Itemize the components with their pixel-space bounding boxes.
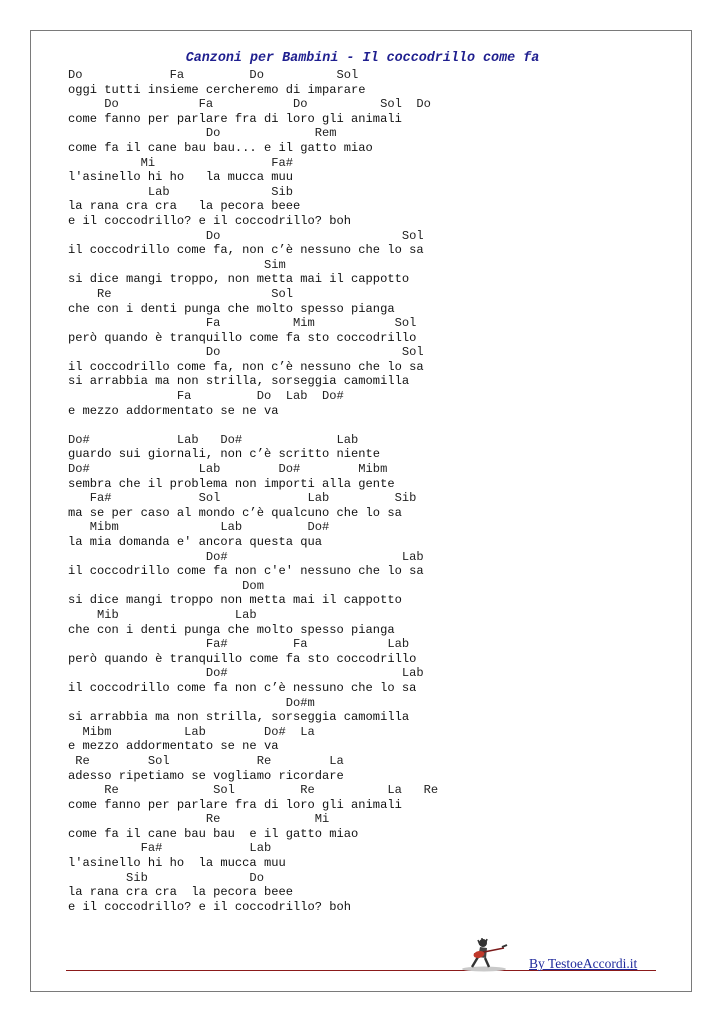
lyric-line: la mia domanda e' ancora questa qua — [68, 535, 323, 549]
chord-line: Do Fa Do Sol — [68, 68, 359, 82]
chord-line: Re Sol Re La Re — [68, 783, 439, 798]
chord-line: Lab Sib — [68, 184, 293, 199]
lyric-line: l'asinello hi ho la mucca muu — [68, 170, 293, 185]
chord-line: Do Fa Do Sol Do — [68, 97, 431, 112]
song-lines — [68, 68, 438, 914]
lyric-line: come fanno per parlare fra di loro gli animali — [68, 111, 402, 126]
blank-line — [68, 418, 438, 433]
chord-line: Fa# Sol Lab Sib — [68, 491, 417, 506]
chord-line: Mi Fa# — [68, 155, 293, 170]
chord-line: Do# Lab — [68, 549, 424, 564]
chord-line: Fa Mim Sol — [68, 316, 417, 331]
lyric-line: che con i denti punga che molto spesso pianga — [68, 301, 395, 316]
chord-line: Mib Lab — [68, 607, 257, 622]
chord-line: Do Rem — [68, 126, 337, 141]
chord-line: Re Mi — [68, 812, 330, 827]
lyric-line: e il coccodrillo? e il coccodrillo? boh — [68, 213, 352, 228]
lyric-line: come fa il cane bau bau... e il gatto miao — [68, 140, 373, 155]
chord-line: Dom — [68, 578, 264, 593]
lyric-line: ma se per caso al mondo c’è qualcuno che lo sa — [68, 505, 402, 520]
lyric-line: però quando è tranquillo come fa sto coccodrillo — [68, 330, 417, 345]
lyric-line: si arrabbia ma non strilla, sorseggia camomilla — [68, 374, 410, 389]
lyric-line: adesso ripetiamo se vogliamo ricordare — [68, 768, 344, 783]
chord-line: Do#m — [68, 695, 315, 710]
lyric-line: e il coccodrillo? e il coccodrillo? boh — [68, 899, 352, 914]
lyric-line: il coccodrillo come fa non c'e' nessuno che lo sa — [68, 564, 424, 579]
chord-line: Fa# Fa Lab — [68, 637, 410, 652]
chord-line: Sim — [68, 257, 286, 272]
lyric-line: si dice mangi troppo non metta mai il cappotto — [68, 593, 402, 608]
lyric-line: sembra che il problema non importi alla gente — [68, 476, 395, 491]
chord-line: Re Sol — [68, 286, 293, 301]
lyric-line: come fanno per parlare fra di loro gli animali — [68, 797, 402, 812]
lyric-line: guardo sui giornali, non c’è scritto niente — [68, 447, 381, 462]
site-credit-link[interactable]: By TestoeAccordi.it — [529, 956, 638, 971]
chord-line: Mibm Lab Do# — [68, 520, 330, 535]
chord-line: Fa# Lab — [68, 841, 272, 856]
lyric-line: che con i denti punga che molto spesso pianga — [68, 622, 395, 637]
chord-line: Do Sol — [68, 228, 424, 243]
lyric-line: l'asinello hi ho la mucca muu — [68, 856, 286, 871]
lyric-line: e mezzo addormentato se ne va — [68, 739, 279, 754]
lyric-line: e mezzo addormentato se ne va — [68, 403, 279, 418]
chord-line: Do# Lab Do# Mibm — [68, 462, 388, 477]
lyric-line: la rana cra cra la pecora beee — [68, 199, 301, 214]
lyric-line: il coccodrillo come fa non c’è nessuno che lo sa — [68, 680, 417, 695]
chord-line: Re Sol Re La — [68, 753, 344, 768]
lyric-line: oggi tutti insieme cercheremo di imparare — [68, 82, 366, 97]
lyric-line: la rana cra cra la pecora beee — [68, 885, 293, 900]
chord-line: Do# Lab — [68, 666, 424, 681]
song-title: Canzoni per Bambini - Il coccodrillo come fa — [185, 51, 540, 66]
lyric-line: si dice mangi troppo, non metta mai il cappotto — [68, 272, 410, 287]
chord-line: Do Sol — [68, 345, 424, 360]
lyric-line: come fa il cane bau bau e il gatto miao — [68, 826, 359, 841]
lyric-line: si arrabbia ma non strilla, sorseggia camomilla — [68, 710, 410, 725]
guitarist-icon — [458, 936, 510, 972]
lyric-line: il coccodrillo come fa, non c’è nessuno che lo sa — [68, 243, 424, 258]
chord-line: Mibm Lab Do# La — [68, 724, 315, 739]
lyric-line: il coccodrillo come fa, non c’è nessuno che lo sa — [68, 359, 424, 374]
lyric-line: però quando è tranquillo come fa sto coccodrillo — [68, 651, 417, 666]
chord-line: Fa Do Lab Do# — [68, 389, 344, 404]
chord-line: Sib Do — [68, 870, 264, 885]
chord-line: Do# Lab Do# Lab — [68, 432, 359, 447]
